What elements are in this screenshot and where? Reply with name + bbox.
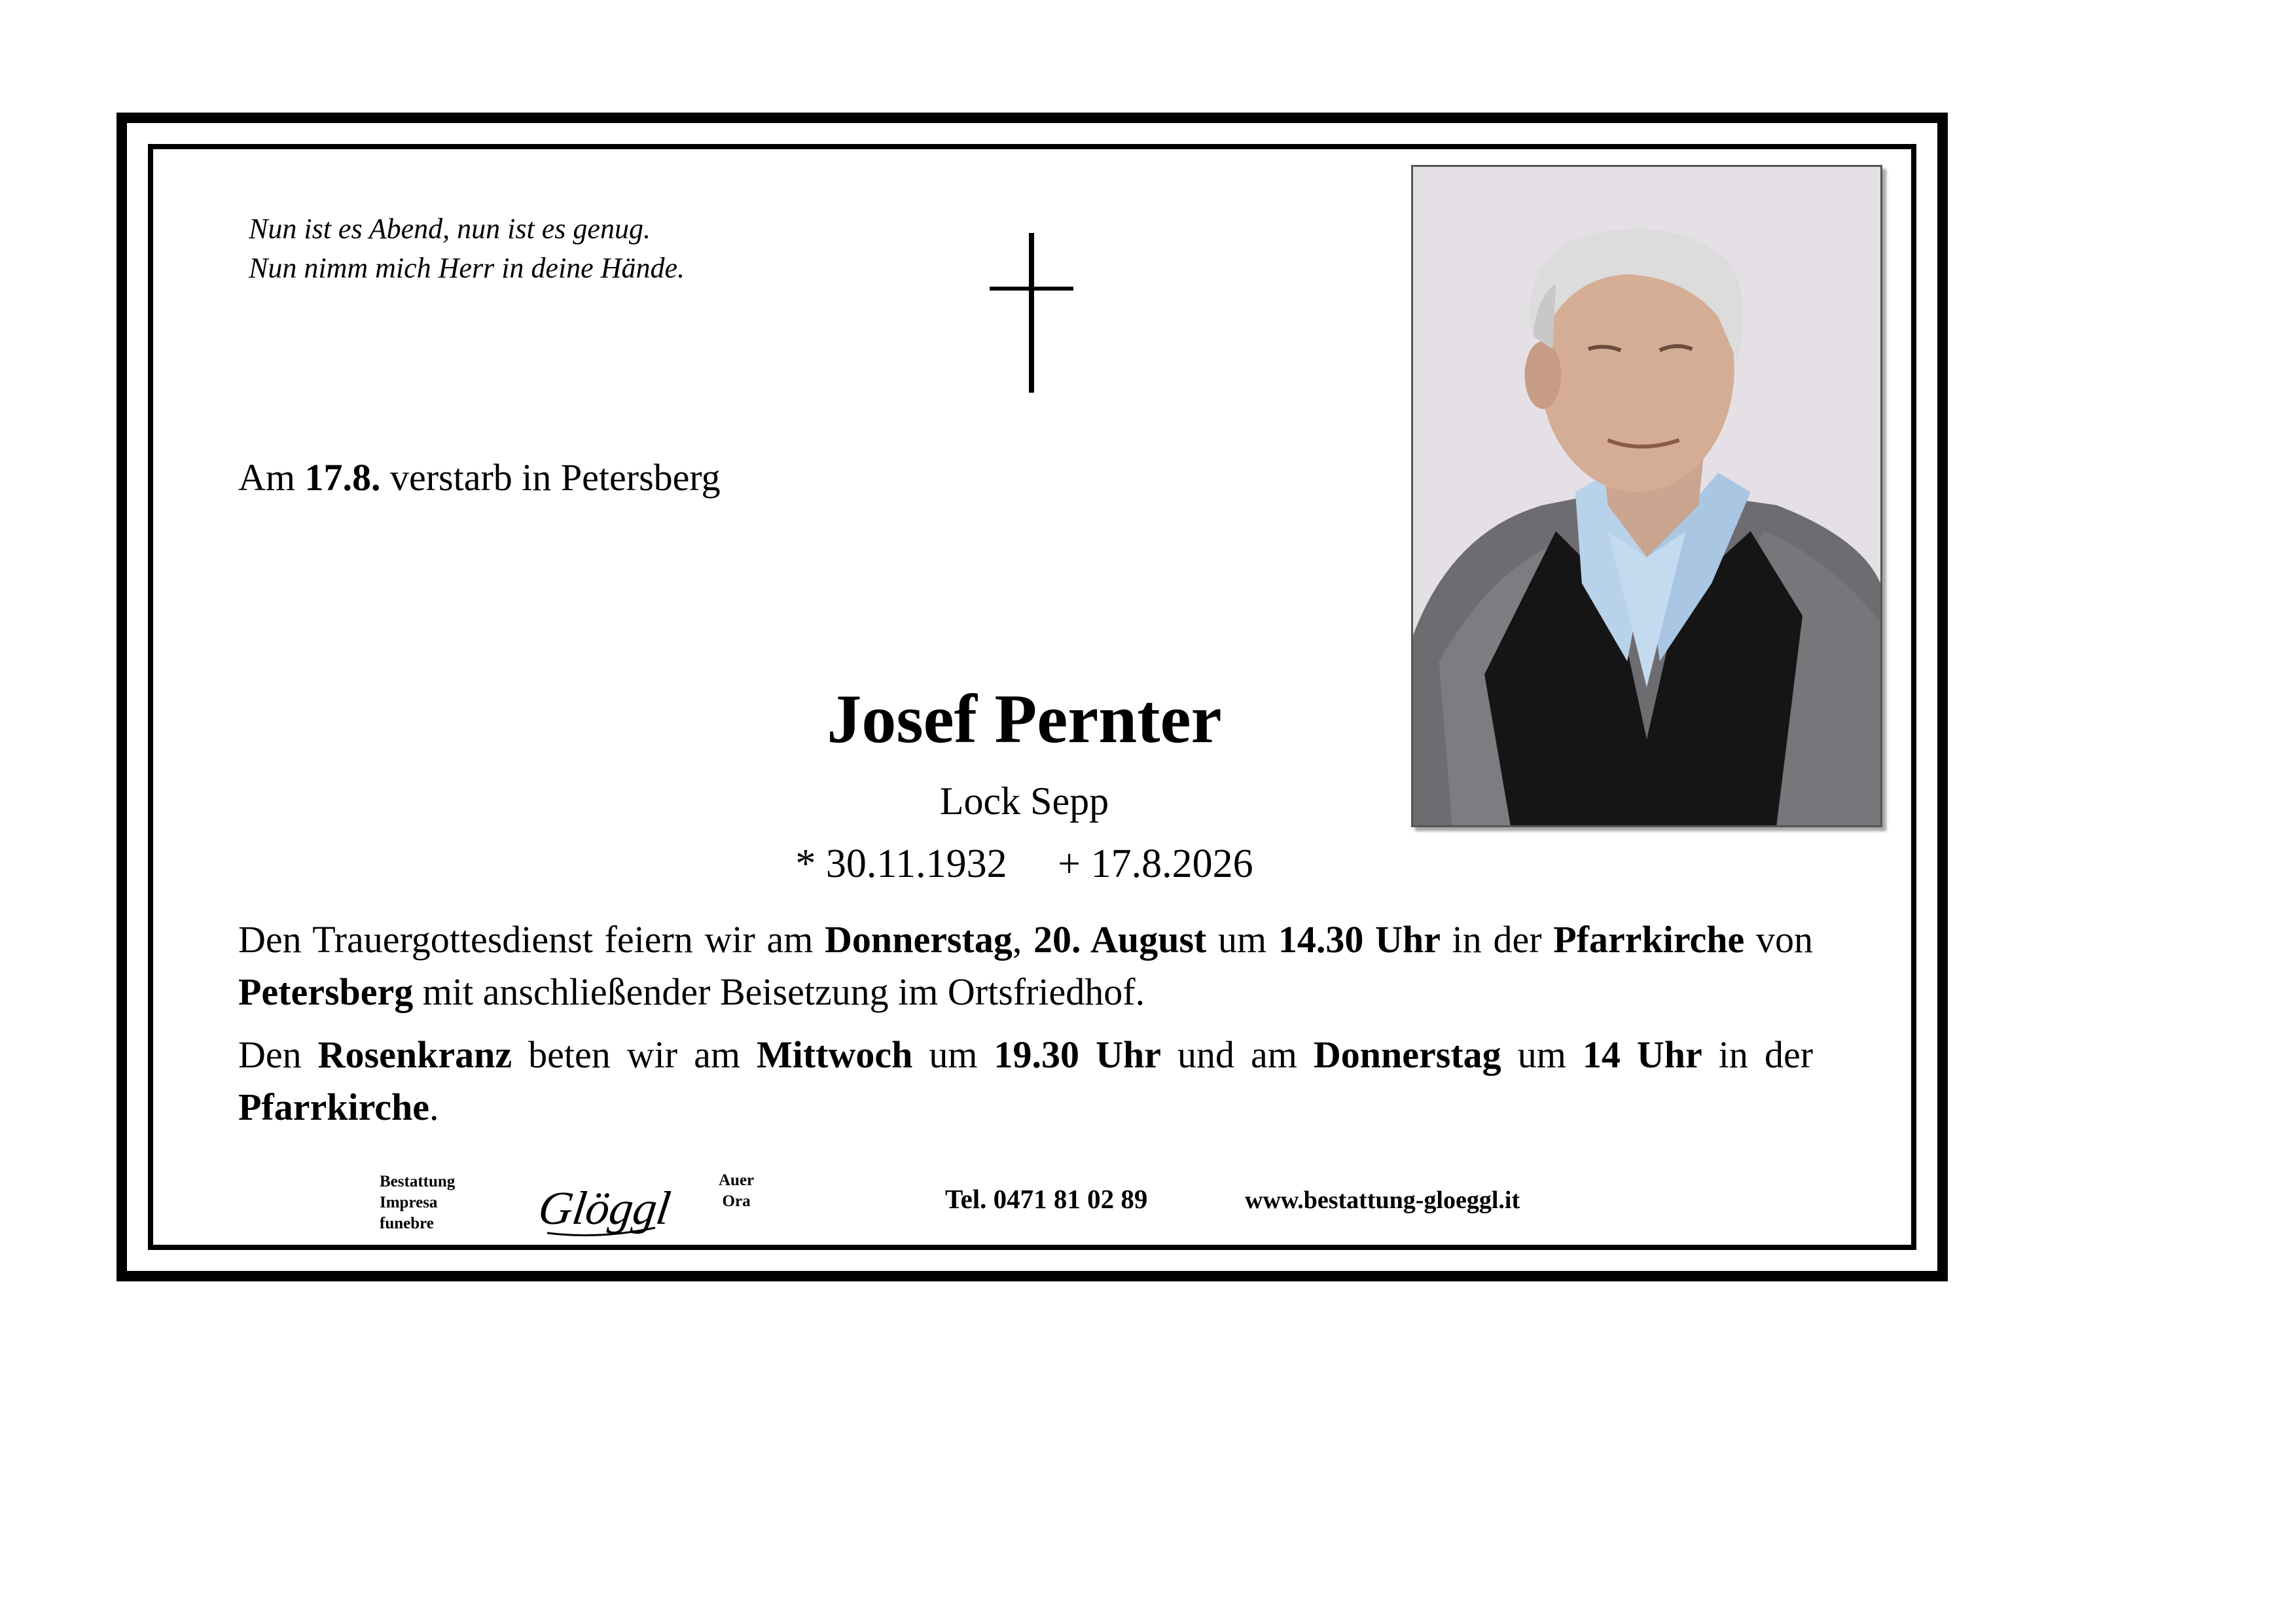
text-run: beten wir am bbox=[512, 1033, 757, 1076]
cross-icon bbox=[990, 233, 1073, 393]
website-link[interactable]: www.bestattung-gloeggl.it bbox=[1245, 1186, 1520, 1214]
location-line-2: Ora bbox=[722, 1192, 751, 1210]
bold-run: Donnerstag bbox=[825, 918, 1013, 961]
death-date: 17.8. bbox=[304, 456, 381, 499]
bold-run: Pfarrkirche bbox=[1553, 918, 1745, 961]
bold-run: Mittwoch bbox=[757, 1033, 913, 1076]
undertaker-label-line-2: Impresa bbox=[380, 1194, 438, 1211]
funeral-service-paragraph bbox=[238, 914, 1813, 1018]
undertaker-label-line-1: Bestattung bbox=[380, 1173, 456, 1190]
bold-run: Pfarrkirche bbox=[238, 1086, 430, 1128]
death-suffix: verstarb in Petersberg bbox=[380, 456, 721, 499]
text-run: um bbox=[912, 1033, 994, 1076]
location-label bbox=[719, 1170, 754, 1212]
bold-run: Rosenkranz bbox=[317, 1033, 512, 1076]
life-dates: * 30.11.1932 + 17.8.2026 bbox=[795, 842, 1253, 886]
death-prefix: Am bbox=[238, 456, 305, 499]
text-run: von bbox=[1744, 918, 1814, 961]
phone-number: Tel. 0471 81 02 89 bbox=[945, 1184, 1148, 1214]
location-line-1: Auer bbox=[719, 1171, 755, 1189]
quote-line-2: Nun nimm mich Herr in deine Hände. bbox=[249, 252, 685, 284]
text-run: Den bbox=[238, 1033, 318, 1076]
gloeggl-logo bbox=[535, 1178, 674, 1243]
bold-run: 20. August bbox=[1033, 918, 1207, 961]
text-run: Den Trauergottesdienst feiern wir am bbox=[238, 918, 825, 961]
text-run: um bbox=[1206, 918, 1278, 961]
text-run: um bbox=[1501, 1033, 1583, 1076]
bold-run: Petersberg bbox=[238, 971, 414, 1013]
text-run: und am bbox=[1160, 1033, 1314, 1076]
quote-line-1: Nun ist es Abend, nun ist es genug. bbox=[249, 213, 651, 245]
text-run: . bbox=[429, 1086, 439, 1128]
death-notice-line bbox=[238, 452, 721, 504]
undertaker-label bbox=[380, 1171, 455, 1234]
logo-text: Glöggl bbox=[535, 1182, 674, 1234]
text-run: , bbox=[1012, 918, 1034, 961]
undertaker-label-line-3: funebre bbox=[380, 1215, 434, 1232]
deceased-nickname: Lock Sepp bbox=[939, 779, 1109, 823]
text-run: in der bbox=[1440, 918, 1554, 961]
deceased-name: Josef Pernter bbox=[827, 681, 1222, 757]
bold-run: 14.30 Uhr bbox=[1278, 918, 1441, 961]
portrait-photo bbox=[1411, 165, 1882, 827]
text-run: mit anschließender Beisetzung im Ortsfriedhof. bbox=[413, 971, 1145, 1013]
text-run: in der bbox=[1702, 1033, 1814, 1076]
bold-run: Donnerstag bbox=[1313, 1033, 1501, 1076]
rosary-paragraph bbox=[238, 1029, 1813, 1133]
bold-run: 14 Uhr bbox=[1582, 1033, 1702, 1076]
quote-verse bbox=[249, 209, 685, 288]
bold-run: 19.30 Uhr bbox=[994, 1033, 1161, 1076]
